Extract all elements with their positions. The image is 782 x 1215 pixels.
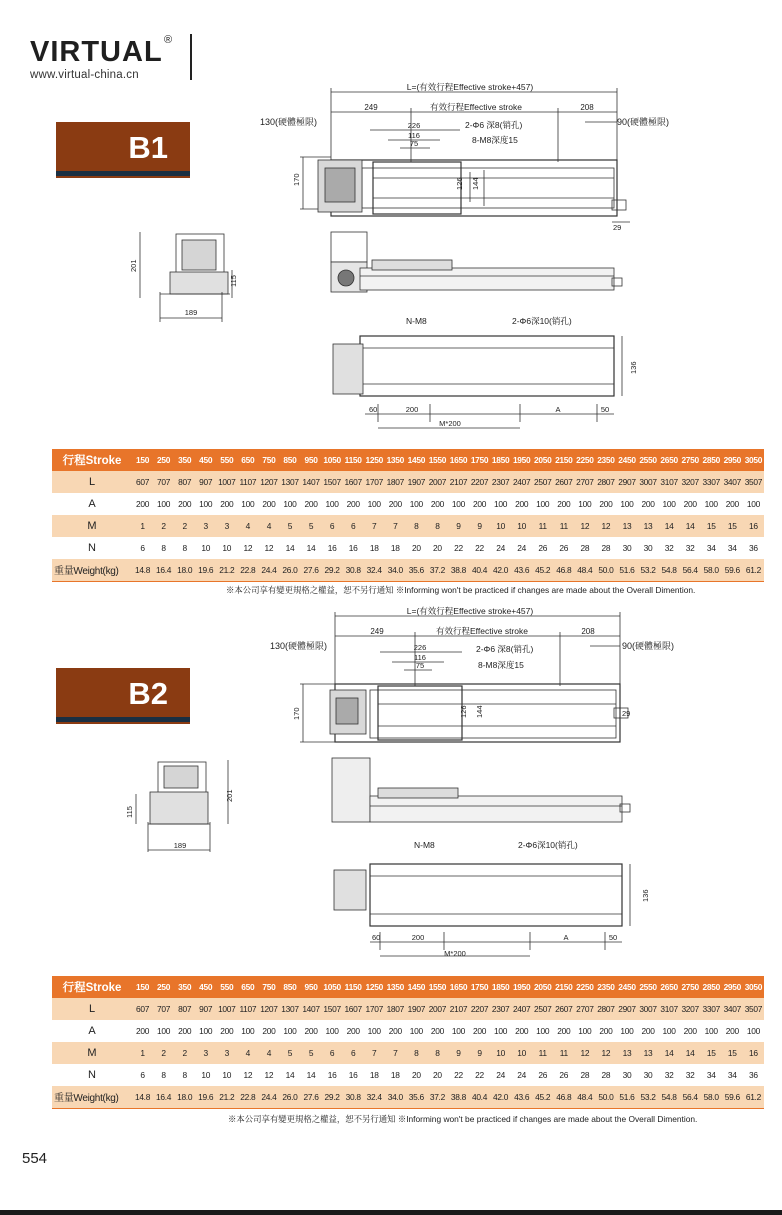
dim-200: 200 xyxy=(411,933,425,942)
pin-10-note: 2-Φ6深10(销孔) xyxy=(518,840,578,850)
tap-note: 8-M8深度15 xyxy=(478,660,524,670)
nm8-note: N-M8 xyxy=(414,840,435,850)
dim-right: 208 xyxy=(580,103,594,112)
dim-116: 116 xyxy=(408,131,420,140)
dim-hard-left: 130(硬體極限) xyxy=(260,117,318,127)
dim-136: 136 xyxy=(629,361,638,374)
section-badge-b1: B1 xyxy=(56,122,190,178)
dim-stroke: 有效行程Effective stroke xyxy=(436,626,528,636)
weight-row: 重量Weight(kg) 14.8 16.4 18.0 19.6 21.2 22.8 24.4 26.0 27.6 29.2 30.8 32.4 34.0 35.6 37.2 38.8 40.4 42.0 43.6 45.2 46.8 48.4 50.0 51.6 53.2 54.8 56.4 58.0 59.6 61.2 xyxy=(52,1086,764,1108)
l-row: L 607 707 807 907 1007 1107 1207 1307 1407 1507 1607 1707 1807 1907 2007 2107 2207 2307 2407 2507 2607 2707 2807 2907 3007 3107 3207 3307 3407 3507 xyxy=(52,471,764,493)
dim-75: 75 xyxy=(409,139,419,148)
section-badge-b2: B2 xyxy=(56,668,190,724)
footer-bar xyxy=(0,1210,782,1215)
dim-136: 136 xyxy=(641,889,650,902)
dim-60: 60 xyxy=(369,405,378,414)
dim-201: 201 xyxy=(129,259,138,272)
dim-144: 144 xyxy=(471,177,480,190)
logo-divider xyxy=(190,34,192,80)
dim-201: 201 xyxy=(225,789,234,802)
dim-170: 170 xyxy=(292,173,301,186)
dim-29: 29 xyxy=(613,223,622,232)
dim-126: 126 xyxy=(455,177,464,190)
dim-200: 200 xyxy=(405,405,419,414)
dim-226: 226 xyxy=(413,643,427,652)
dim-226: 226 xyxy=(407,121,421,130)
tap-note: 8-M8深度15 xyxy=(472,135,518,145)
n-row: N 6 8 8 10 10 12 12 14 14 16 16 18 18 20 20 22 22 24 24 26 26 28 28 30 30 32 32 34 34 36 xyxy=(88,542,758,554)
page-number: 554 xyxy=(22,1150,48,1167)
nm8-note: N-M8 xyxy=(406,316,427,326)
dim-60: 60 xyxy=(372,933,381,942)
dim-left: 249 xyxy=(364,103,378,112)
dim-a: A xyxy=(555,405,561,414)
dim-right: 208 xyxy=(581,627,595,636)
dim-50: 50 xyxy=(600,405,610,414)
drawing-b2 xyxy=(0,606,782,966)
stroke-row: 行程Stroke 150 250 350 450 550 650 750 850 950 1050 1150 1250 1350 1450 1550 1650 1750 1850 1950 2050 2150 2250 2350 2450 2550 2650 2750 2850 2950 3050 xyxy=(52,449,764,471)
dim-189: 189 xyxy=(184,308,198,317)
dim-29: 29 xyxy=(622,709,631,718)
brand-logo xyxy=(30,34,173,81)
dim-hard-left: 130(硬體極限) xyxy=(270,641,328,651)
dim-50: 50 xyxy=(608,933,618,942)
dim-overall: L=(有效行程Effective stroke+457) xyxy=(406,606,534,616)
disclaimer-b1: ※本公司享有變更規格之權益，恕不另行通知 ※Informing won't be practiced if changes are made about the Overall Dimention. xyxy=(226,585,696,595)
pin-8-note: 2-Φ6 深8(销孔) xyxy=(465,120,523,130)
dim-116: 116 xyxy=(414,653,426,662)
dim-hard-right: 90(硬體極限) xyxy=(617,117,670,127)
dim-189: 189 xyxy=(173,841,187,850)
dim-144: 144 xyxy=(475,705,484,718)
m-row: M 1 2 2 3 3 4 4 5 5 6 6 7 7 8 8 9 9 10 10 11 11 12 12 13 13 14 14 15 15 16 xyxy=(52,515,764,537)
pin-10-note: 2-Φ6深10(销孔) xyxy=(512,316,572,326)
dim-126: 126 xyxy=(459,705,468,718)
l-row: L 607 707 807 907 1007 1107 1207 1307 1407 1507 1607 1707 1807 1907 2007 2107 2207 2307 2407 2507 2607 2707 2807 2907 3007 3107 3207 3307 3407 3507 xyxy=(52,998,764,1020)
dim-115: 115 xyxy=(229,275,238,287)
dim-115: 115 xyxy=(125,806,134,818)
brand-url: www.virtual-china.cn xyxy=(30,69,139,81)
n-row: N 6 8 8 10 10 12 12 14 14 16 16 18 18 20 20 22 22 24 24 26 26 28 28 30 30 32 32 34 34 36 xyxy=(88,1069,758,1081)
dim-170: 170 xyxy=(292,707,301,720)
pin-8-note: 2-Φ6 深8(销孔) xyxy=(476,644,534,654)
m-row: M 1 2 2 3 3 4 4 5 5 6 6 7 7 8 8 9 9 10 10 11 11 12 12 13 13 14 14 15 15 16 xyxy=(52,1042,764,1064)
spec-table-b2 xyxy=(52,976,764,1109)
dim-hard-right: 90(硬體極限) xyxy=(622,641,675,651)
a-row: A 200 100 200 100 200 100 200 100 200 100 200 100 200 100 200 100 200 100 200 100 200 100 200 100 200 100 200 100 200 100 xyxy=(88,1025,760,1037)
dim-75: 75 xyxy=(415,661,425,670)
a-row: A 200 100 200 100 200 100 200 100 200 100 200 100 200 100 200 100 200 100 200 100 200 100 200 100 200 100 200 100 200 100 xyxy=(88,498,760,510)
spec-table-b1 xyxy=(52,449,764,582)
dim-overall: L=(有效行程Effective stroke+457) xyxy=(406,82,534,92)
brand-name: VIRTUAL xyxy=(30,36,163,68)
weight-row: 重量Weight(kg) 14.8 16.4 18.0 19.6 21.2 22.8 24.4 26.0 27.6 29.2 30.8 32.4 34.0 35.6 37.2 38.8 40.4 42.0 43.6 45.2 46.8 48.4 50.0 51.6 53.2 54.8 56.4 58.0 59.6 61.2 xyxy=(52,559,764,581)
dim-a: A xyxy=(563,933,569,942)
stroke-row: 行程Stroke 150 250 350 450 550 650 750 850 950 1050 1150 1250 1350 1450 1550 1650 1750 1850 1950 2050 2150 2250 2350 2450 2550 2650 2750 2850 2950 3050 xyxy=(52,976,764,998)
registered-mark: ® xyxy=(164,34,173,46)
dim-m200: M*200 xyxy=(444,949,466,958)
dim-left: 249 xyxy=(370,627,384,636)
dim-m200: M*200 xyxy=(439,419,461,428)
disclaimer-b2: ※本公司享有變更規格之權益，恕不另行通知 ※Informing won't be practiced if changes are made about the Overall Dimention. xyxy=(228,1114,698,1124)
dim-stroke: 有效行程Effective stroke xyxy=(430,102,522,112)
